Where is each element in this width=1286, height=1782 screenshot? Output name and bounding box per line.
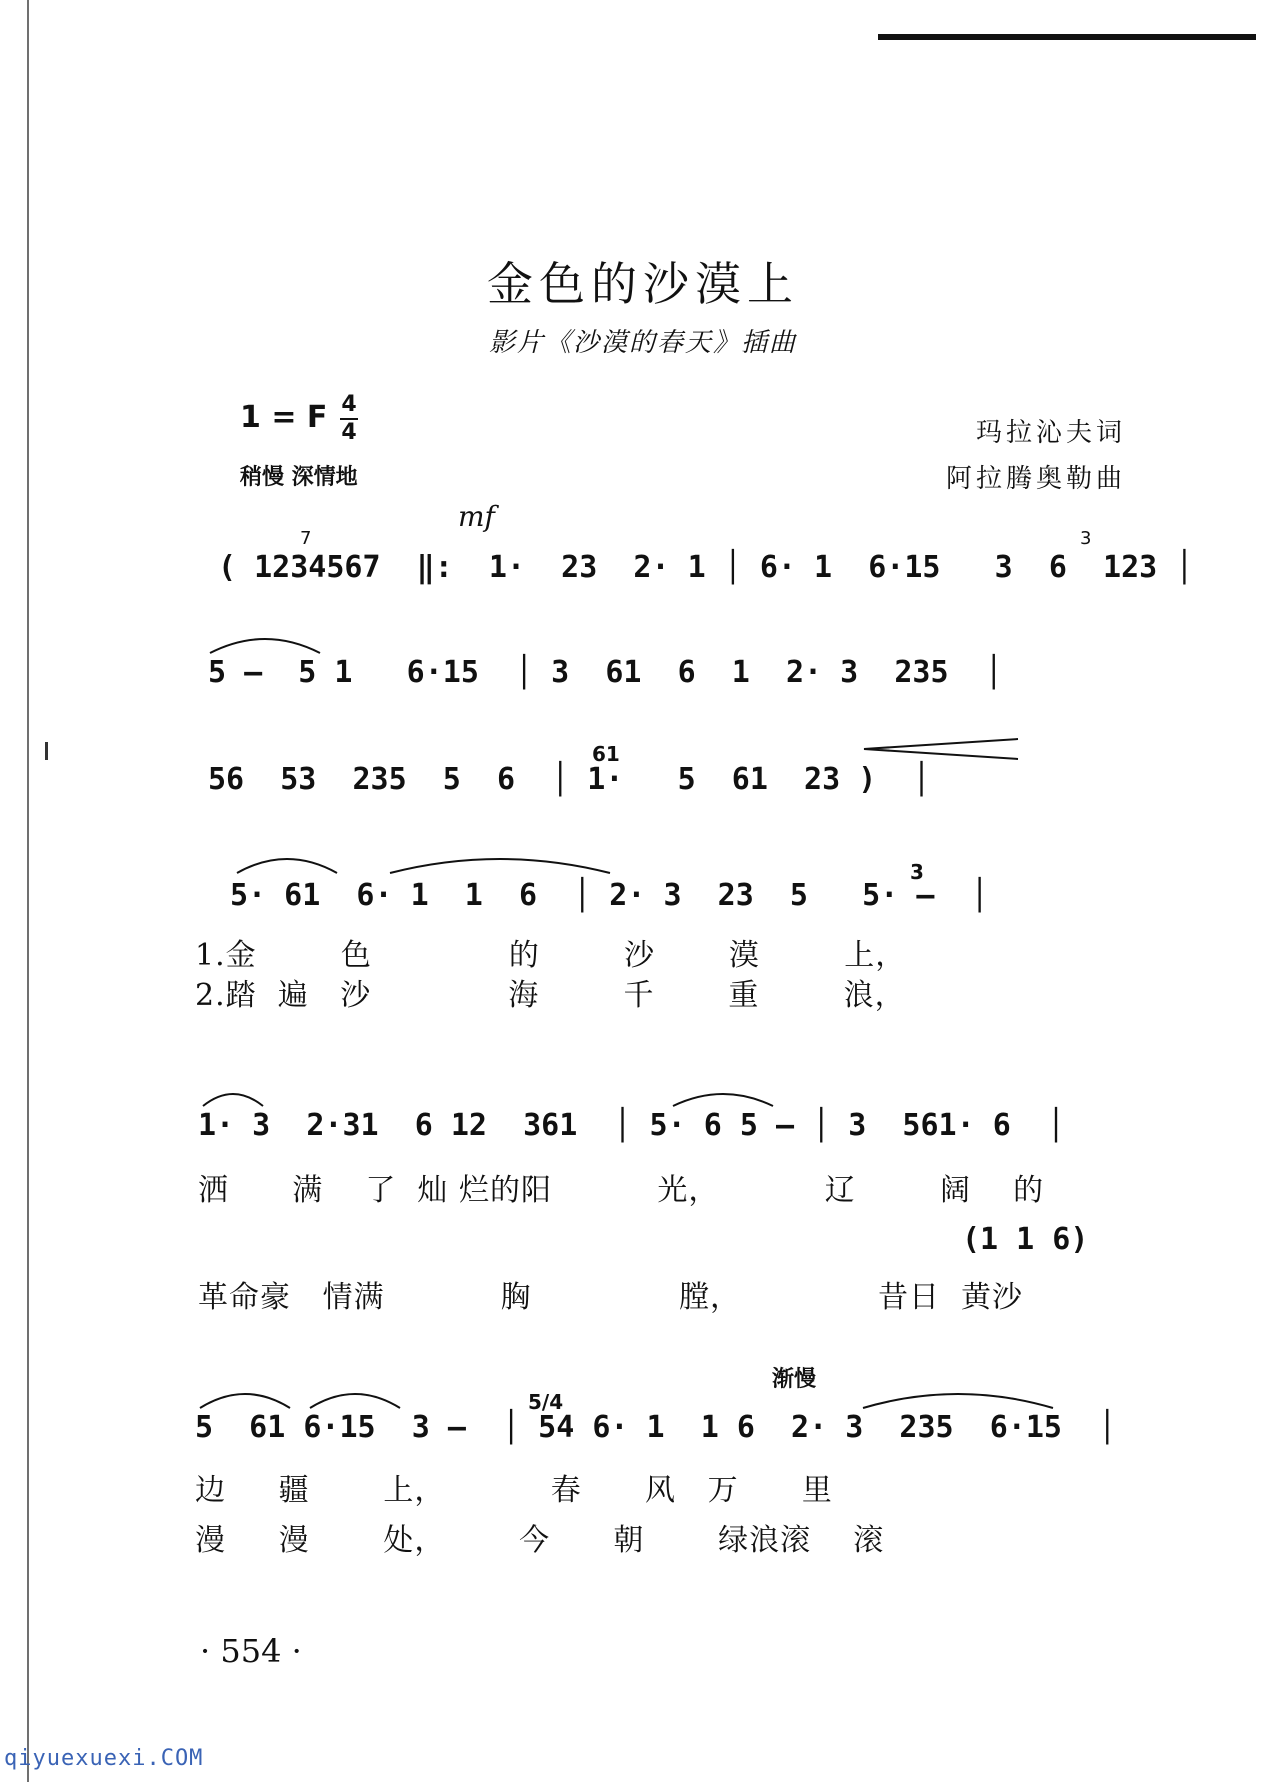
notation-line-6: 5 61 6·15 3 – │ 54 6· 1 1 6 2· 3 235 6·15 │ (195, 1410, 1117, 1445)
key-signature: 1 = F (240, 400, 328, 435)
notation-line-5: 1· 3 2·31 6 12 361 │ 5· 6 5 – │ 3 561· 6 │ (198, 1108, 1065, 1143)
dynamic-mf: mf (458, 500, 495, 533)
time-signature-change: 5/4 (528, 1390, 564, 1414)
lyric-line-5-verse-1: 洒 满 了 灿 烂的阳 光， 辽 阔 的 (198, 1173, 1045, 1208)
lyric-line-4-verse-1: 1.金 色 的 沙 漠 上， (195, 938, 907, 973)
margin-tick (45, 742, 48, 760)
slur (385, 845, 615, 875)
notation-line-4: 5· 61 6· 1 1 6 │ 2· 3 23 5 5· – │ (230, 878, 989, 913)
lyric-line-6-verse-2: 漫 漫 处， 今 朝 绿浪滚 滚 (195, 1523, 885, 1558)
site-watermark: qiyuexuexi.COM (4, 1746, 204, 1771)
crescendo-mark (860, 735, 1020, 765)
notation-line-3: 56 53 235 5 6 │ 1· 5 61 23 ) │ (208, 762, 931, 797)
alternate-notes: (1 1 6) (962, 1222, 1089, 1257)
slur (205, 625, 325, 655)
tempo-marking: 稍慢 深情地 (240, 465, 358, 490)
composer-credit: 阿拉腾奥勒曲 (945, 464, 1126, 494)
lyric-line-5-verse-2: 革命豪 情满 胸 膛， 昔日 黄沙 (198, 1280, 1024, 1315)
ritardando-marking: 渐慢 (772, 1367, 817, 1392)
song-subtitle: 影片《沙漠的春天》插曲 (488, 328, 797, 358)
slur (305, 1380, 405, 1410)
time-signature (340, 394, 358, 444)
slur (198, 1082, 268, 1108)
header-rule (878, 34, 1256, 40)
grace-note: 61 (592, 742, 620, 766)
grace-note: 3 (910, 860, 924, 884)
tuplet-three: 3 (1080, 528, 1092, 549)
lyric-line-4-verse-2: 2.踏 遍 沙 海 千 重 浪， (195, 978, 906, 1013)
page-number: · 554 · (200, 1632, 302, 1670)
slur (858, 1380, 1058, 1410)
tuplet-seven: 7 (300, 528, 312, 549)
time-denominator: 4 (341, 420, 357, 445)
song-title: 金色的沙漠上 (487, 257, 799, 311)
slur (668, 1082, 778, 1108)
lyricist-credit: 玛拉沁夫词 (975, 418, 1126, 448)
slur (195, 1380, 295, 1410)
slur (232, 845, 342, 875)
notation-line-1: ( 1234567 ‖: 1· 23 2· 1 │ 6· 1 6·15 3 6 123 │ (218, 550, 1194, 585)
notation-line-2: 5 – 5 1 6·15 │ 3 61 6 1 2· 3 235 │ (208, 655, 1003, 690)
time-numerator: 4 (341, 392, 357, 417)
lyric-line-6-verse-1: 边 疆 上， 春 风 万 里 (195, 1473, 833, 1508)
